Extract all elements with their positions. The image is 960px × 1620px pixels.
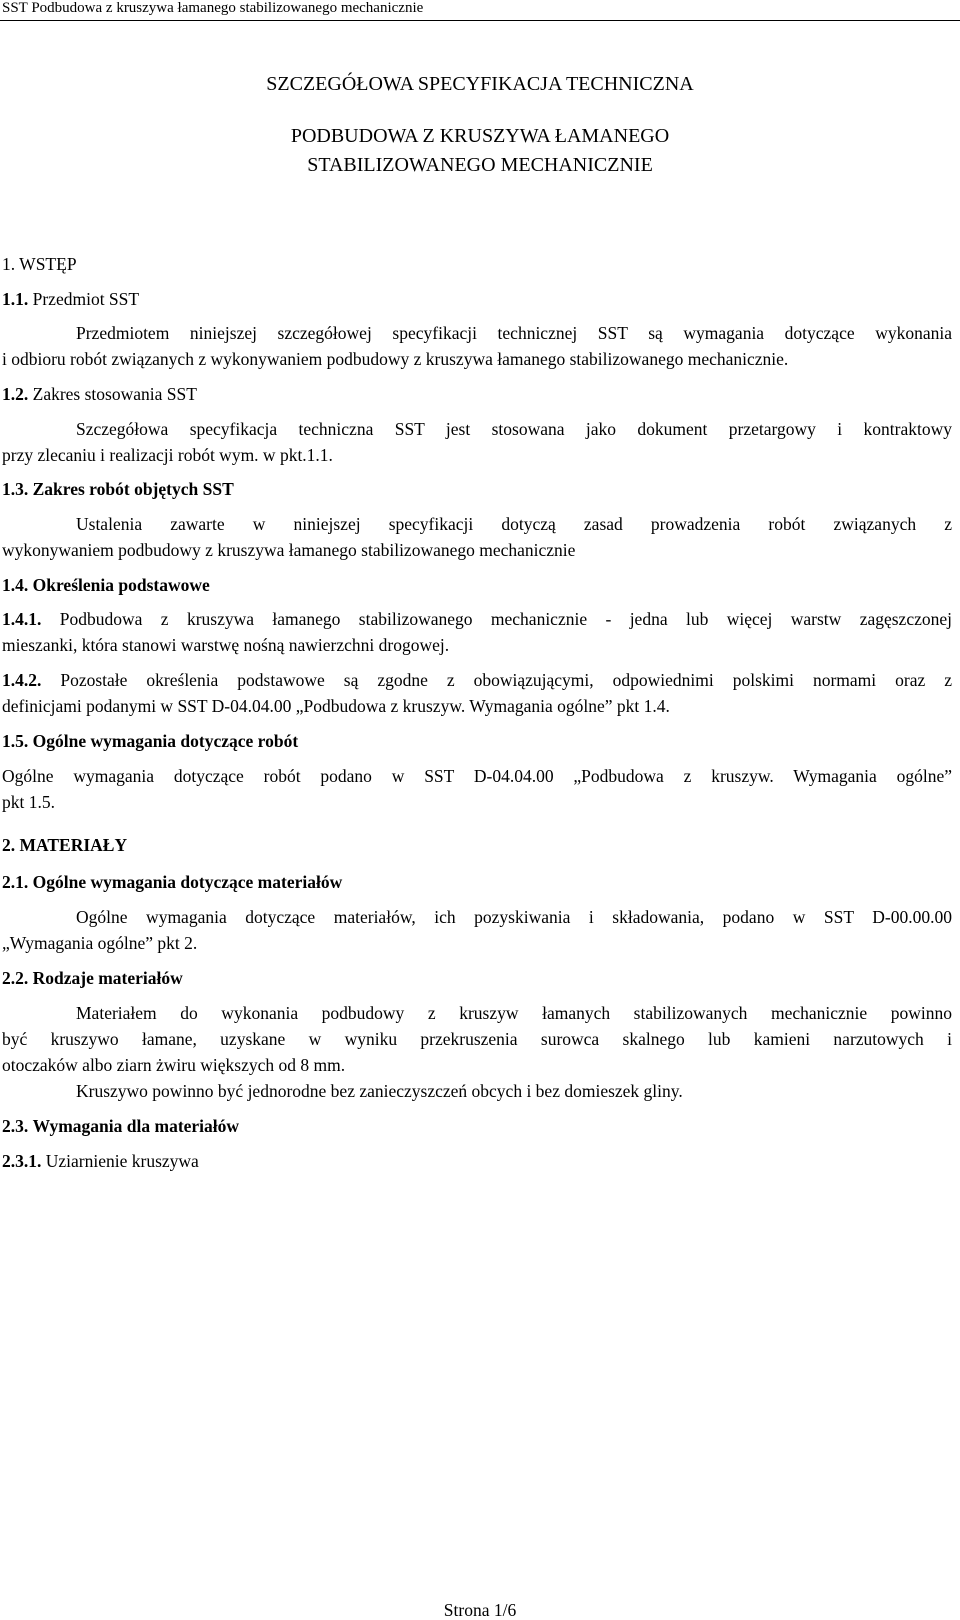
section-heading-1-3: 1.3. Zakres robót objętych SST: [2, 479, 234, 499]
section-heading-1: 1. WSTĘP: [2, 254, 77, 274]
para-2-2-line-3: otoczaków albo ziarn żwiru większych od 8 mm.: [2, 1055, 346, 1075]
para-1-5-line-1: Ogólne wymagania dotyczące robót podano w SST D-04.04.00 „Podbudowa z kruszyw. Wymagania ogólne”: [2, 766, 952, 786]
para-2-2-line-1: Materiałem do wykonania podbudowy z kruszyw łamanych stabilizowanych mechanicznie powinno: [76, 1003, 952, 1023]
para-1-2-line-1: Szczegółowa specyfikacja techniczna SST jest stosowana jako dokument przetargowy i kontraktowy: [76, 419, 952, 439]
section-heading-2-3-1: 2.3.1. Uziarnienie kruszywa: [2, 1151, 199, 1171]
para-2-2-line-2: być kruszywo łamane, uzyskane w wyniku przekruszenia surowca skalnego lub kamieni narzutowych i: [2, 1029, 952, 1049]
section-heading-2: 2. MATERIAŁY: [2, 835, 128, 855]
section-heading-1-5: 1.5. Ogólne wymagania dotyczące robót: [2, 731, 299, 751]
para-2-1-line-1: Ogólne wymagania dotyczące materiałów, ich pozyskiwania i składowania, podano w SST D-00.00.00: [76, 907, 952, 927]
para-1-1-line-1: Przedmiotem niniejszej szczegółowej specyfikacji technicznej SST są wymagania dotyczące wykonania: [76, 323, 952, 343]
section-heading-2-1: 2.1. Ogólne wymagania dotyczące materiałów: [2, 872, 343, 892]
page-number: Strona 1/6: [443, 1600, 517, 1620]
para-1-4-1-line-2: mieszanki, która stanowi warstwę nośną nawierzchni drogowej.: [2, 635, 450, 655]
para-1-3-line-2: wykonywaniem podbudowy z kruszywa łamanego stabilizowanego mechanicznie: [2, 540, 576, 560]
section-heading-1-2: 1.2. Zakres stosowania SST: [2, 384, 197, 404]
para-1-4-2-line-1: 1.4.2. Pozostałe określenia podstawowe są zgodne z obowiązującymi, odpowiednimi polskimi normami oraz z: [2, 670, 952, 690]
running-header: SST Podbudowa z kruszywa łamanego stabilizowanego mechanicznie: [0, 0, 960, 21]
para-1-5-line-2: pkt 1.5.: [2, 792, 55, 812]
para-1-4-2-line-2: definicjami podanymi w SST D-04.04.00 „Podbudowa z kruszyw. Wymagania ogólne” pkt 1.4.: [2, 696, 670, 716]
section-heading-1-4: 1.4. Określenia podstawowe: [2, 575, 210, 595]
para-2-2-line-4: Kruszywo powinno być jednorodne bez zanieczyszczeń obcych i bez domieszek gliny.: [76, 1081, 683, 1101]
para-1-2-line-2: przy zlecaniu i realizacji robót wym. w pkt.1.1.: [2, 445, 333, 465]
para-1-1-line-2: i odbioru robót związanych z wykonywaniem podbudowy z kruszywa łamanego stabilizowanego mechanicznie.: [2, 349, 789, 369]
header-rule: [0, 20, 960, 21]
spec-title: SZCZEGÓŁOWA SPECYFIKACJA TECHNICZNA: [266, 73, 694, 95]
section-heading-2-2: 2.2. Rodzaje materiałów: [2, 968, 183, 988]
para-1-3-line-1: Ustalenia zawarte w niniejszej specyfikacji dotyczą zasad prowadzenia robót związanych z: [76, 514, 952, 534]
para-2-1-line-2: „Wymagania ogólne” pkt 2.: [2, 933, 198, 953]
doc-title-line-2: STABILIZOWANEGO MECHANICZNIE: [307, 154, 653, 176]
section-heading-2-3: 2.3. Wymagania dla materiałów: [2, 1116, 240, 1136]
doc-title-line-1: PODBUDOWA Z KRUSZYWA ŁAMANEGO: [290, 125, 670, 147]
section-heading-1-1: 1.1. Przedmiot SST: [2, 289, 140, 309]
para-1-4-1-line-1: 1.4.1. Podbudowa z kruszywa łamanego stabilizowanego mechanicznie - jedna lub więcej warstw zagęszczonej: [2, 609, 952, 629]
